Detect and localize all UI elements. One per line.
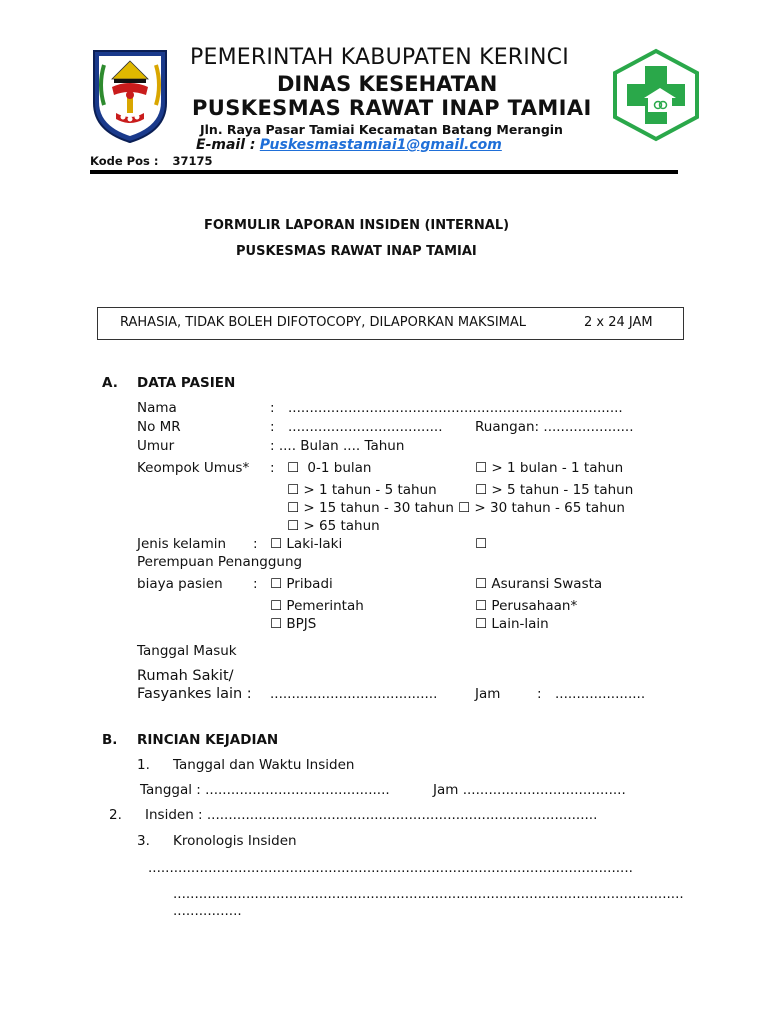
government-title: PEMERINTAH KABUPATEN KERINCI [190,45,569,70]
jenis-kelamin-colon: : [253,536,258,552]
asuransi-option[interactable] [475,576,602,592]
age-30-65-option[interactable] [458,500,625,516]
confidential-notice: RAHASIA, TIDAK BOLEH DIFOTOCOPY, DILAPORKAN MAKSIMAL [120,315,527,330]
kronologi-line-1[interactable]: ................................................................................................................. [148,860,633,876]
item1-number: 1. [137,757,150,773]
biaya-colon: : [253,576,258,592]
laki-option[interactable] [270,536,342,552]
checkbox-icon[interactable]: ☐ [458,500,471,516]
checkbox-icon[interactable]: ☐ [270,598,283,614]
age-1-5-label: > 1 tahun - 5 tahun [303,482,437,498]
checkbox-icon[interactable]: ☐ [270,536,283,552]
nama-label: Nama [137,400,177,416]
puskesmas-cross-icon [610,48,702,142]
header-rule-thick [90,170,678,174]
biaya-label: biaya pasien [137,576,223,592]
jenis-kelamin-label: Jenis kelamin [137,536,227,552]
fasyankes-field[interactable]: ....................................... [270,686,438,702]
kronologi-line-3[interactable]: ................ [173,903,242,919]
kabupaten-emblem-icon [90,45,170,145]
age-1b-1t-option[interactable] [475,460,623,476]
postal-code-value: 37175 [172,154,213,168]
pemerintah-option[interactable] [270,598,364,614]
age-15-30-option[interactable] [287,500,454,516]
section-b-title: RINCIAN KEJADIAN [137,732,279,748]
email-link[interactable]: Puskesmastamiai1@gmail.com [259,137,502,153]
notice-time-limit: 2 x 24 JAM [584,315,653,330]
item3-label: Kronologis Insiden [173,833,297,849]
checkbox-icon[interactable]: ☐ [287,500,300,516]
item3-number: 3. [137,833,150,849]
age-5-15-label: > 5 tahun - 15 tahun [491,482,634,498]
perempuan-checkbox-icon[interactable]: ☐ [475,536,488,552]
checkbox-icon[interactable]: ☐ [475,482,488,498]
rumah-sakit-label: Rumah Sakit/ [137,668,234,684]
kronologi-line-2[interactable]: ....................................................................................................................... [173,886,684,902]
age-65-label: > 65 tahun [303,518,380,534]
checkbox-icon[interactable]: ☐ [270,576,283,592]
age-15-30-label: > 15 tahun - 30 tahun [303,500,454,516]
jam-label: Jam [475,686,501,702]
laki-label: Laki-laki [286,536,343,552]
postal-code-label: Kode Pos : [90,154,159,168]
postal-code [90,154,212,168]
checkbox-icon[interactable]: ☐ [475,616,488,632]
tanggal-masuk-label: Tanggal Masuk [137,643,237,659]
kelompok-colon: : [270,460,275,476]
checkbox-icon[interactable]: ☐ [475,460,488,476]
nomr-field[interactable]: .................................... [288,419,443,435]
asuransi-label: Asuransi Swasta [491,576,603,592]
age-1b-1t-label: > 1 bulan - 1 tahun [491,460,624,476]
tanggal-field[interactable]: Tanggal : ........................................... [140,782,390,798]
fasyankes-label: Fasyankes lain : [137,686,252,702]
age-0-1-label: 0-1 bulan [307,460,372,476]
section-a-title: DATA PASIEN [137,375,236,391]
checkbox-icon[interactable]: ☐ [270,616,283,632]
pribadi-label: Pribadi [286,576,333,592]
email-line [196,137,502,153]
perempuan-penanggung-label: Perempuan Penanggung [137,554,303,570]
nomr-colon: : [270,419,275,435]
institution-title: PUSKESMAS RAWAT INAP TAMIAI [192,96,592,120]
checkbox-icon[interactable]: ☐ [287,460,300,476]
ruangan-field[interactable]: Ruangan: ..................... [475,419,634,435]
department-title: DINAS KESEHATAN [277,72,498,96]
lain-option[interactable] [475,616,549,632]
item2-number: 2. [109,807,122,823]
kelompok-umur-label: Keompok Umus* [137,460,250,476]
umur-field[interactable]: : .... Bulan .... Tahun [270,438,405,454]
umur-label: Umur [137,438,175,454]
checkbox-icon[interactable]: ☐ [475,598,488,614]
section-a-letter: A. [102,375,118,391]
jam-field[interactable]: ..................... [555,686,646,702]
age-0-1-option[interactable] [287,460,371,476]
age-5-15-option[interactable] [475,482,633,498]
bpjs-option[interactable] [270,616,316,632]
form-subtitle: PUSKESMAS RAWAT INAP TAMIAI [236,244,477,259]
section-b-letter: B. [102,732,118,748]
jam-colon: : [537,686,542,702]
email-label: E-mail : [196,137,256,153]
nama-colon: : [270,400,275,416]
age-30-65-label: > 30 tahun - 65 tahun [474,500,625,516]
nomr-label: No MR [137,419,181,435]
lain-label: Lain-lain [491,616,549,632]
perusahaan-option[interactable] [475,598,577,614]
jam-insiden-field[interactable]: Jam ...................................... [433,782,626,798]
pribadi-option[interactable] [270,576,333,592]
bpjs-label: BPJS [286,616,317,632]
checkbox-icon[interactable]: ☐ [287,518,300,534]
checkbox-icon[interactable]: ☐ [475,576,488,592]
form-title: FORMULIR LAPORAN INSIDEN (INTERNAL) [204,218,510,233]
checkbox-icon[interactable]: ☐ [287,482,300,498]
address-line: Jln. Raya Pasar Tamiai Kecamatan Batang Merangin [200,122,563,137]
age-65-option[interactable] [287,518,380,534]
item1-label: Tanggal dan Waktu Insiden [173,757,355,773]
insiden-field[interactable]: Insiden : ........................................................................................... [145,807,598,823]
pemerintah-label: Pemerintah [286,598,364,614]
perusahaan-label: Perusahaan* [491,598,578,614]
age-1-5-option[interactable] [287,482,437,498]
nama-field[interactable]: .............................................................................. [288,400,623,416]
